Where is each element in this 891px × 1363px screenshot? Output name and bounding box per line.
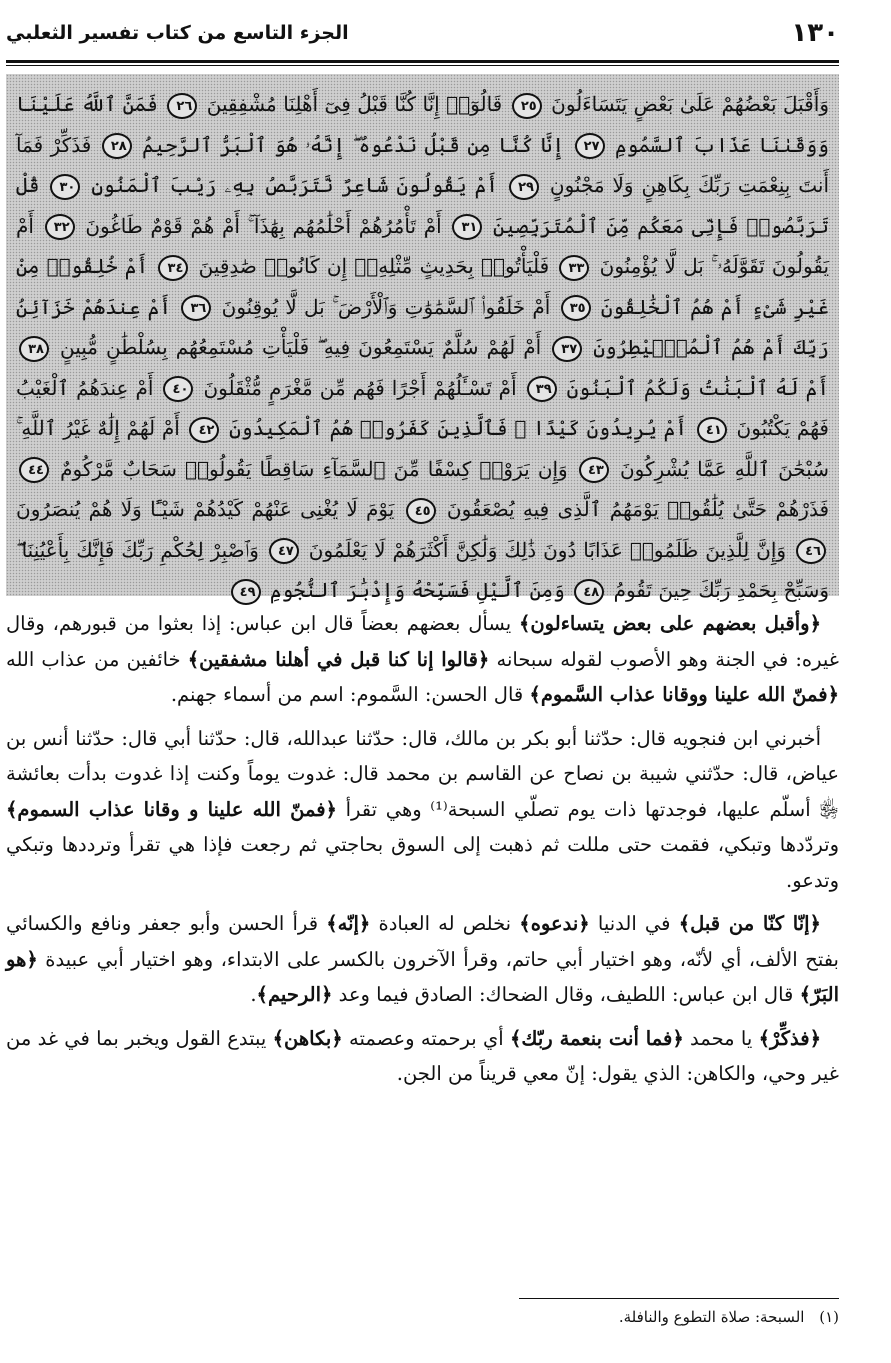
verse-number-marker: ٢٨ xyxy=(102,133,132,159)
verse-number-marker: ٤٤ xyxy=(19,457,49,483)
commentary-segment: أخبرني ابن فنجويه قال: حدّثنا أبو بكر بن مالك، قال: حدّثنا عبدالله، قال: حدّثنا أبي قال: حدّثنا أنس بن عياض، قال: حدّثني شيبة بن نصاح عن القاسم بن محمد قال: غدوت يوماً وكنت إذا غدوت بدأت بعائشة ﵂ أسلّم عليها، فوجدتها ذات يوم تصلّي السبحة⁽¹⁾ وهي تقرأ xyxy=(6,726,839,821)
quoted-verse: ﴿فما أنت بنعمة ربّك﴾ xyxy=(510,1026,684,1050)
verse-text: قَالُوٓا۟ إِنَّا كُنَّا قَبْلُ فِىٓ أَهْلِنَا مُشْفِقِينَ xyxy=(206,92,503,116)
footnote-rule xyxy=(519,1298,839,1299)
quoted-verse: ﴿إنّه﴾ xyxy=(326,912,371,935)
commentary-segment: في الدنيا xyxy=(589,912,679,935)
verse-text: فَذَرْهُمْ حَتَّىٰ يُلَٰقُوا۟ يَوْمَهُمُ ٱلَّذِى فِيهِ يُصْعَقُونَ xyxy=(446,497,830,521)
commentary-segment: وتردّدها وتبكي، فقمت حتى مللت ثم ذهبت إلى السوق بحاجتي ثم رجعت فإذا هي تقرأ وترددها وتبكي وتدعو. xyxy=(6,833,839,892)
verse-text: أَمْ يَقُولُونَ شَاعِرٌ نَّتَرَبَّصُ بِهِۦ رَيْبَ ٱلْمَنُونِ xyxy=(91,173,499,197)
verse-text: أَمْ عِندَهُمْ خَزَآئِنُ رَبِّكَ أَمْ هُمُ ٱلْمُصَۣيْطِرُونَ xyxy=(16,294,830,359)
footnote xyxy=(619,1308,839,1326)
verse-text: إِنَّا كُنَّا مِن قَبْلُ نَدْعُوهُ ۖ إِنَّهُۥ هُوَ ٱلْبَرُّ ٱلرَّحِيمُ xyxy=(142,132,565,157)
quoted-verse: ﴿ندعوه﴾ xyxy=(519,912,590,935)
verse-text: أَمْ يَقُولُونَ تَقَوَّلَهُۥ ۚ بَل لَّا يُؤْمِنُونَ xyxy=(16,213,830,278)
verse-number-marker: ٢٦ xyxy=(167,93,197,119)
quoted-verse: ﴿فمنّ الله علينا و وقانا عذاب السموم﴾ xyxy=(6,797,337,821)
footnote-text: السبحة: صلاة التطوع والنافلة. xyxy=(618,1308,805,1326)
commentary-segment: . xyxy=(250,983,257,1006)
verse-text: فَلْيَأْتُوا۟ بِحَدِيثٍ مِّثْلِهِۦٓ إِن كَانُوا۟ صَٰدِقِينَ xyxy=(198,254,550,278)
verse-text: وَإِنَّ لِلَّذِينَ ظَلَمُوا۟ عَذَابًا دُونَ ذَٰلِكَ وَلَٰكِنَّ أَكْثَرَهُمْ لَا يَعْلَمُونَ xyxy=(308,537,787,562)
quoted-verse: ﴿وأقبل بعضهم على بعض يتساءلون﴾ xyxy=(518,612,821,635)
verse-number-marker: ٤٦ xyxy=(796,538,826,564)
verse-text: فَذَكِّرْ فَمَآ أَنتَ بِنِعْمَتِ رَبِّكَ بِكَاهِنٍ وَلَا مَجْنُونٍ xyxy=(16,132,830,197)
running-title: الجزء التاسع من كتاب تفسير الثعلبي xyxy=(6,22,349,44)
verse-text: أَمْ خَلَقُوا۟ ٱلسَّمَٰوَٰتِ وَٱلْأَرْضَ ۚ بَل لَّا يُوقِنُونَ xyxy=(221,294,551,319)
verse-number-marker: ٤٥ xyxy=(406,498,436,524)
verse-number-marker: ٢٧ xyxy=(575,133,605,159)
quoted-verse: ﴿بكاهن﴾ xyxy=(272,1026,343,1050)
verse-number-marker: ٤٧ xyxy=(269,538,299,564)
verse-text: وَإِن يَرَوْا۟ كِسْفًا مِّنَ ٱلسَّمَآءِ سَاقِطًا يَقُولُوا۟ سَحَابٌ مَّرْكُومٌ xyxy=(60,456,568,481)
quoted-verse: ﴿إنّا كنّا من قبل﴾ xyxy=(678,912,821,935)
commentary-segment: يسأل بعضهم بعضاً قال ابن عباس: إذا بعثوا من قبورهم، وقال غيره: في الجنة وهو الأصوب لقوله سبحانه xyxy=(6,612,839,671)
quoted-verse: ﴿فمنّ الله علينا ووقانا عذاب السَّموم﴾ xyxy=(529,683,839,706)
verse-text: قُلْ تَرَبَّصُوا۟ فَإِنِّى مَعَكُم مِّنَ ٱلْمُتَرَبِّصِينَ xyxy=(16,173,830,238)
commentary-paragraph xyxy=(6,906,839,1013)
verse-text: أَمْ لَهُمْ سُلَّمٌ يَسْتَمِعُونَ فِيهِ ۖ فَلْيَأْتِ مُسْتَمِعُهُم بِسُلْطَٰنٍ مُّبِينٍ xyxy=(60,335,542,359)
commentary-segment: يبتدع القول ويخبر بما في غد من غير وحي، والكاهن: الذي يقول: إنّ معي قريناً من الجن. xyxy=(6,1026,839,1085)
verse-number-marker: ٤٢ xyxy=(189,417,219,443)
verse-text: أَمْ لَهُ ٱلْبَنَٰتُ وَلَكُمُ ٱلْبَنُونَ xyxy=(566,375,830,400)
verse-number-marker: ٣٩ xyxy=(527,376,557,402)
verse-number-marker: ٣٨ xyxy=(19,336,49,362)
commentary-segment: قال ابن عباس: اللطيف، وقال الضحاك: الصادق فيما وعد xyxy=(332,983,800,1006)
page-number: ١٣٠ xyxy=(791,18,839,48)
verse-number-marker: ٤٩ xyxy=(231,579,261,605)
footnote-number: (١) xyxy=(819,1308,839,1326)
verse-number-marker: ٣٤ xyxy=(158,255,188,281)
commentary-paragraph xyxy=(6,721,839,899)
verse-number-marker: ٤٨ xyxy=(574,579,604,605)
verse-text: أَمْ خُلِقُوا۟ مِنْ غَيْرِ شَىْءٍ أَمْ هُمُ ٱلْخَٰلِقُونَ xyxy=(16,254,830,319)
quran-text-box xyxy=(6,74,839,602)
commentary-segment: خائفين من عذاب الله xyxy=(6,647,188,671)
quoted-verse: ﴿قالوا إنا كنا قبل في أهلنا مشفقين﴾ xyxy=(187,647,490,671)
verse-number-marker: ٢٥ xyxy=(512,93,542,119)
verse-number-marker: ٢٩ xyxy=(509,174,539,200)
header-rule-thin xyxy=(6,65,839,66)
verse-number-marker: ٣٥ xyxy=(561,295,591,321)
verse-text: وَمِنَ ٱلَّيْلِ فَسَبِّحْهُ وَإِدْبَٰرَ ٱلنُّجُومِ xyxy=(269,578,565,602)
verse-number-marker: ٣٦ xyxy=(181,295,211,321)
verse-number-marker: ٣٢ xyxy=(45,214,75,240)
commentary-text xyxy=(6,606,839,1100)
header-rule xyxy=(6,60,839,63)
commentary-paragraph xyxy=(6,1021,839,1092)
commentary-segment: نخلص له العبادة xyxy=(370,912,520,935)
verse-number-marker: ٣١ xyxy=(452,214,482,240)
verse-number-marker: ٤١ xyxy=(697,417,727,443)
commentary-paragraph xyxy=(6,606,839,713)
commentary-segment: يا محمد xyxy=(683,1026,759,1050)
verse-number-marker: ٣٠ xyxy=(50,174,80,200)
quoted-verse: ﴿فذكِّرْ﴾ xyxy=(758,1026,822,1050)
verse-text: وَأَقْبَلَ بَعْضُهُمْ عَلَىٰ بَعْضٍ يَتَسَاءَلُونَ xyxy=(551,92,829,116)
verse-number-marker: ٣٣ xyxy=(559,255,589,281)
verse-number-marker: ٣٧ xyxy=(552,336,582,362)
verse-text: أَمْ لَهُمْ إِلَٰهٌ غَيْرُ ٱللَّهِ ۚ سُبْحَٰنَ ٱللَّهِ عَمَّا يُشْرِكُونَ xyxy=(16,416,829,481)
quoted-verse: ﴿الرحيم﴾ xyxy=(256,983,333,1006)
verse-text: أَمْ يُرِيدُونَ كَيْدًا ۖ فَٱلَّذِينَ كَفَرُوا۟ هُمُ ٱلْمَكِيدُونَ xyxy=(229,416,688,440)
verse-text: أَمْ تَسْـَٔلُهُمْ أَجْرًا فَهُم مِّن مَّغْرَمٍ مُّثْقَلُونَ xyxy=(203,375,517,400)
quoted-verse: ﴿هو البَرّ﴾ xyxy=(6,947,839,1006)
verse-text: أَمْ عِندَهُمُ ٱلْغَيْبُ فَهُمْ يَكْتُبُونَ xyxy=(16,375,829,440)
verse-number-marker: ٤٠ xyxy=(163,376,193,402)
commentary-segment: أي برحمته وعصمته xyxy=(342,1026,510,1050)
verse-text: أَمْ تَأْمُرُهُمْ أَحْلَٰمُهُم بِهَٰذَآ ۚ أَمْ هُمْ قَوْمٌ طَاغُونَ xyxy=(85,213,442,238)
commentary-segment: قال الحسن: السَّموم: اسم من أسماء جهنم. xyxy=(170,683,530,706)
verse-text: يَوْمَ لَا يُغْنِى عَنْهُمْ كَيْدُهُمْ شَيْـًٔا وَلَا هُمْ يُنصَرُونَ xyxy=(16,497,395,521)
page-header xyxy=(6,18,839,58)
verse-number-marker: ٤٣ xyxy=(579,457,609,483)
commentary-segment: قرأ الحسن وأبو جعفر ونافع والكسائي بفتح الألف، أي لأنّه، وهو اختيار أبي حاتم، وقرأ الآخرون بالكسر على الابتداء، وهو اختيار أبي عبيدة xyxy=(6,912,839,971)
verse-text: فَمَنَّ ٱللَّهُ عَلَيْنَا وَوَقَىٰنَا عَذَابَ ٱلسَّمُومِ xyxy=(16,92,829,157)
verse-text: وَٱصْبِرْ لِحُكْمِ رَبِّكَ فَإِنَّكَ بِأَعْيُنِنَا ۖ وَسَبِّحْ بِحَمْدِ رَبِّكَ حِينَ تَقُومُ xyxy=(16,537,829,602)
